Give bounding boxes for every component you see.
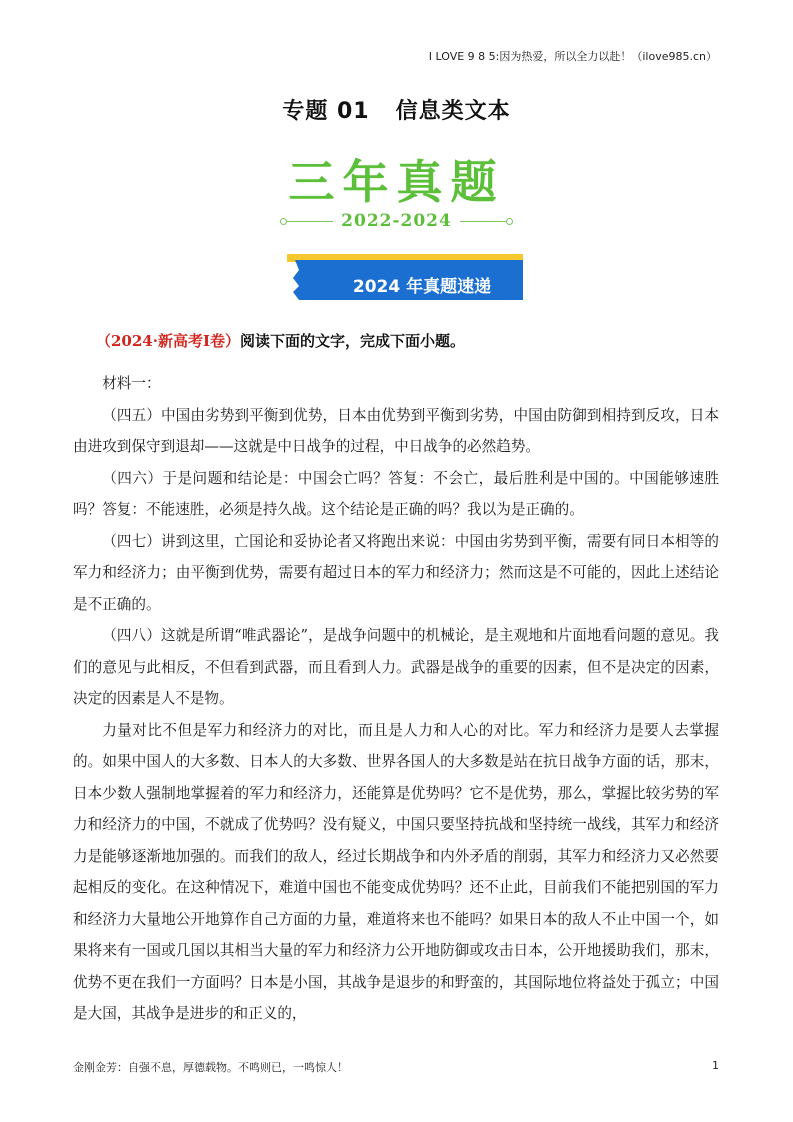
page-number: 1 [712, 1059, 719, 1072]
doc-title-topic: 专题 01 [282, 99, 370, 124]
big-title: 三年真题 [288, 155, 505, 209]
doc-title [0, 94, 793, 125]
years-label: 2022-2024 [341, 211, 452, 231]
question-instruction: 阅读下面的文字，完成下面小题。 [240, 332, 466, 350]
doc-title-subject: 信息类文本 [395, 99, 511, 124]
divider-right [460, 221, 506, 222]
paragraph: （四五）中国由劣势到平衡到优势，日本由优势到平衡到劣势，中国由防御到相持到反攻，日本由进攻到保守到退却——这就是中日战争的过程，中日战争的必然趋势。 [73, 406, 719, 455]
question-intro [96, 330, 465, 351]
paragraph: （四八）这就是所谓“唯武器论”，是战争问题中的机械论，是主观地和片面地看问题的意见。我们的意见与此相反，不但看到武器，而且看到人力。武器是战争的重要的因素，但不是决定的因素，决定的因素是人不是物。 [73, 627, 719, 707]
banner-label: 2024 年真题速递 [352, 277, 492, 297]
divider-left [287, 221, 333, 222]
site-header: I LOVE 9 8 5:因为热爱，所以全力以赴！（ilove985.cn） [428, 50, 717, 63]
paragraph: 力量对比不但是军力和经济力的对比，而且是人力和人心的对比。军力和经济力是要人去掌握的。如果中国人的大多数、日本人的大多数、世界各国人的大多数是站在抗日战争方面的话，那末，日本少数人强制地掌握着的军力和经济力，还能算是优势吗？它不是优势，那么，掌握比较劣势的军力和经济力的中国，不就成了优势吗？没有疑义，中国只要坚持抗战和坚持统一战线，其军力和经济力是能够逐渐地加强的。而我们的敌人，经过长期战争和内外矛盾的削弱，其军力和经济力又必然要起相反的变化。在这种情况下，难道中国也不能变成优势吗？还不止此，目前我们不能把别国的军力和经济力大量地公开地算作自己方面的力量，难道将来也不能吗？如果日本的敌人不止中国一个，如果将来有一国或几国以其相当大量的军力和经济力公开地防御或攻击日本，公开地援助我们，那末，优势不更在我们一方面吗？日本是小国，其战争是退步的和野蛮的，其国际地位将益处于孤立；中国是大国，其战争是进步的和正义的， [73, 721, 719, 1022]
footer-motto: 金刚金芳：自强不息，厚德载物。不鸣则已，一鸣惊人！ [73, 1061, 348, 1074]
material-label: 材料一： [102, 375, 161, 392]
question-source: （2024·新高考Ⅰ卷） [96, 332, 240, 350]
paragraph: （四六）于是问题和结论是：中国会亡吗？答复：不会亡，最后胜利是中国的。中国能够速胜吗？答复：不能速胜，必须是持久战。这个结论是正确的吗？我以为是正确的。 [73, 469, 719, 518]
years-row [0, 210, 793, 232]
material-body [73, 368, 719, 1030]
paragraph: （四七）讲到这里，亡国论和妥协论者又将跑出来说：中国由劣势到平衡，需要有同日本相等的军力和经济力；由平衡到优势，需要有超过日本的军力和经济力；然而这是不可能的，因此上述结论是不正确的。 [73, 532, 719, 613]
